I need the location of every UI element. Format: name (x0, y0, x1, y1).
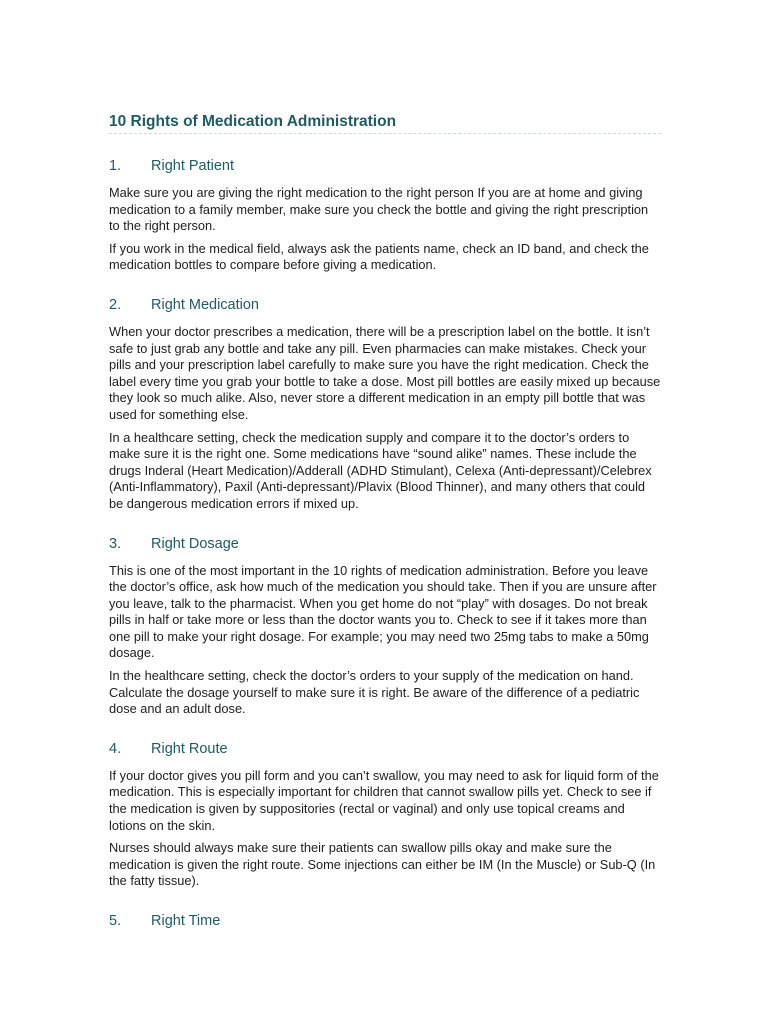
section-number: 1. (109, 158, 122, 174)
section-title: Right Medication (151, 296, 259, 313)
section-right-patient (109, 157, 661, 274)
section-right-route (109, 740, 661, 890)
section-number: 3. (109, 535, 122, 552)
section-title: Right Patient (151, 158, 235, 174)
document-title: 10 Rights of Medication Administration (109, 112, 661, 134)
paragraph: Nurses should always make sure their patients can swallow pills okay and make sure the medication is given the right route. Some injections can either be IM (In the Muscle) or Sub-Q (In the fatty tissue). (109, 840, 656, 889)
section-heading (109, 157, 661, 175)
paragraph: If you work in the medical field, always ask the patients name, check an ID band, and check the medication bottles to compare before giving a medication. (109, 240, 649, 273)
section-right-dosage (109, 535, 661, 718)
section-number: 4. (109, 740, 122, 757)
section-number: 2. (109, 296, 122, 313)
section-heading (109, 740, 661, 758)
section-heading (109, 535, 661, 553)
section-heading (109, 296, 661, 314)
section-title: Right Route (151, 740, 228, 757)
section-right-medication (109, 296, 661, 513)
section-title: Right Time (151, 913, 221, 929)
section-right-time (109, 912, 661, 930)
document-page (109, 112, 661, 930)
paragraph: In a healthcare setting, check the medication supply and compare it to the doctor’s orders to make sure it is the right one. Some medications have “sound alike” names. These include the drugs Inderal (Heart Medication)/Adderall (ADHD Stimulant), Celexa (Anti-depressant)/Celebrex (Anti-Inflammatory), Paxil (Anti-depressant)/Plavix (Blood Thinner), and many others that could be dangerous medication errors if mixed up. (109, 429, 652, 511)
section-title: Right Dosage (151, 535, 239, 552)
paragraph: If your doctor gives you pill form and you can’t swallow, you may need to ask for liquid form of the medication. This is especially important for children that cannot swallow pills yet. Check to see if the medication is given by suppositories (rectal or vaginal) and only use topical creams and lotions on the skin. (109, 767, 659, 833)
paragraph: When your doctor prescribes a medication, there will be a prescription label on the bottle. It isn’t safe to just grab any bottle and take any pill. Even pharmacies can make mistakes. Check your pills and your prescription label carefully to make sure you have the right medication. Check the label every time you grab your bottle to take a dose. Most pill bottles are easily mixed up because they look so much alike. Also, never store a different medication in an empty pill bottle that was used for something else. (109, 323, 661, 422)
paragraph: Make sure you are giving the right medication to the right person If you are at home and giving medication to a family member, make sure you check the bottle and giving the right prescription to the right person. (109, 185, 649, 234)
section-heading (109, 912, 661, 930)
paragraph: This is one of the most important in the 10 rights of medication administration. Before you leave the doctor’s office, ask how much of the medication you should take. Then if you are unsure after you leave, talk to the pharmacist. When you get home do not “play” with dosages. Do not break pills in half or take more or less than the doctor wants you to. Check to see if it takes more than one pill to make your right dosage. For example; you may need two 25mg tabs to make a 50mg dosage. (109, 562, 657, 661)
paragraph: In the healthcare setting, check the doctor’s orders to your supply of the medication on hand. Calculate the dosage yourself to make sure it is right. Be aware of the difference of a pediatric dose and an adult dose. (109, 668, 640, 717)
section-number: 5. (109, 913, 122, 929)
